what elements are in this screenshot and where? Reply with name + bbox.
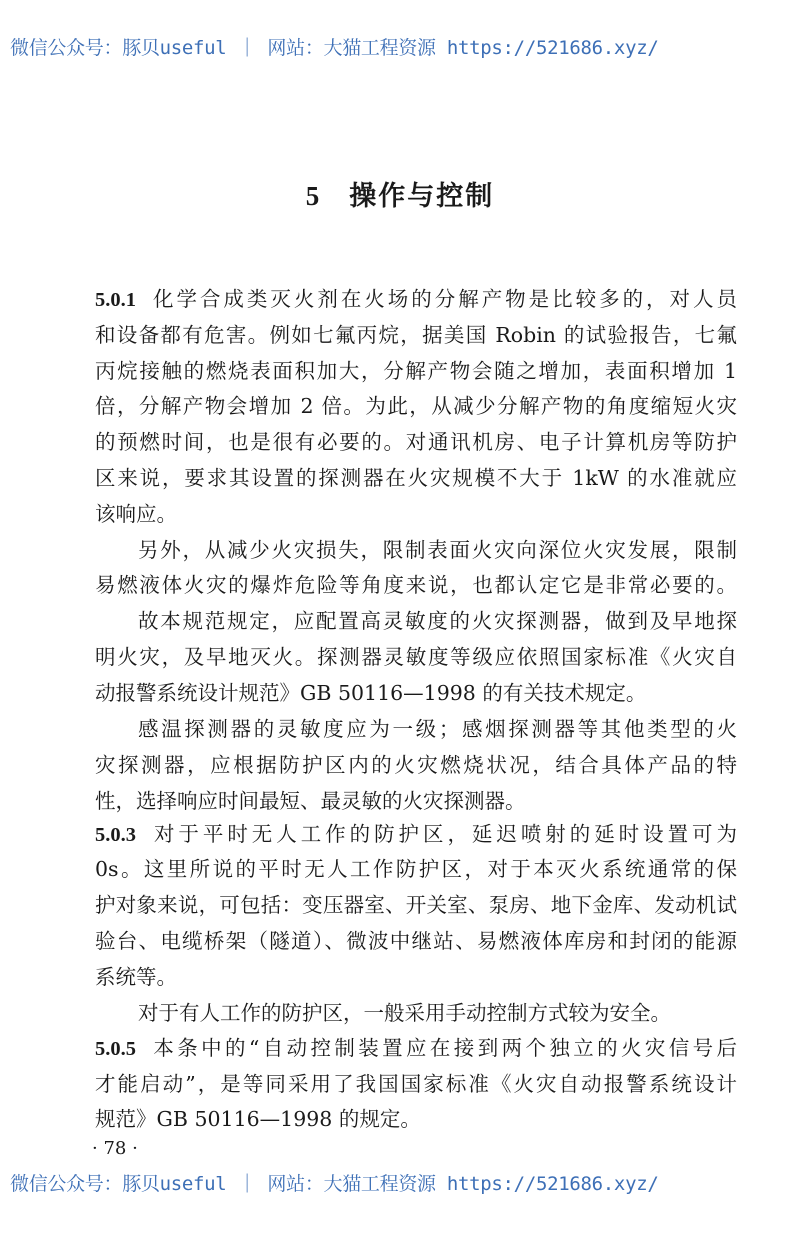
text-line — [95, 751, 737, 779]
text-line — [95, 963, 737, 991]
watermark-top: 微信公众号：豚贝useful ｜ 网站：大猫工程资源 https://521686.xyz/ — [10, 37, 659, 59]
line-text: 和设备都有危害。例如七氟丙烷，据美国 Robin 的试验报告，七氟 — [95, 323, 737, 347]
line-text: 另外，从减少火灾损失，限制表面火灾向深位火灾发展，限制 — [138, 538, 737, 562]
line-text: 该响应。 — [95, 502, 177, 526]
text-line — [95, 855, 737, 883]
line-text: 验台、电缆桥架（隧道）、微波中继站、易燃液体库房和封闭的能源 — [95, 929, 737, 953]
text-line — [95, 1070, 737, 1098]
line-text: 故本规范规定，应配置高灵敏度的火灾探测器，做到及早地探 — [138, 609, 737, 633]
text-line — [95, 820, 737, 849]
text-line — [95, 787, 737, 815]
text-line — [138, 536, 737, 564]
text-line — [95, 927, 737, 955]
line-text: 规范》GB 50116—1998 的规定。 — [95, 1107, 421, 1131]
text-line — [95, 891, 737, 919]
line-text: 易燃液体火灾的爆炸危险等角度来说，也都认定它是非常必要的。 — [95, 573, 737, 597]
line-text: 对于有人工作的防护区，一般采用手动控制方式较为安全。 — [138, 1001, 671, 1025]
text-line — [95, 285, 737, 314]
text-line — [95, 357, 737, 385]
line-text: 化学合成类灭火剂在火场的分解产物是比较多的，对人员 — [150, 287, 737, 311]
chapter-number: 5 — [305, 181, 322, 211]
line-text: 0s。这里所说的平时无人工作防护区，对于本灭火系统通常的保 — [95, 857, 737, 881]
section-number: 5.0.3 — [95, 824, 136, 846]
text-line — [95, 571, 737, 599]
text-line — [95, 392, 737, 420]
text-line — [95, 428, 737, 456]
watermark-bottom: 微信公众号：豚贝useful ｜ 网站：大猫工程资源 https://521686.xyz/ — [10, 1173, 659, 1195]
text-line — [138, 715, 737, 743]
line-text: 丙烷接触的燃烧表面积加大，分解产物会随之增加，表面积增加 1 — [95, 359, 737, 383]
line-text: 对于平时无人工作的防护区，延迟喷射的延时设置可为 — [150, 822, 737, 846]
text-line — [95, 1034, 737, 1063]
section-number: 5.0.1 — [95, 289, 136, 311]
text-line — [95, 500, 737, 528]
text-line — [95, 679, 737, 707]
line-text: 区来说，要求其设置的探测器在火灾规模不大于 1kW 的水准就应 — [95, 466, 737, 490]
text-line — [95, 321, 737, 349]
text-line — [95, 643, 737, 671]
chapter-title — [0, 174, 800, 213]
section-number: 5.0.5 — [95, 1038, 136, 1060]
line-text: 灾探测器，应根据防护区内的火灾燃烧状况，结合具体产品的特 — [95, 753, 737, 777]
line-text: 动报警系统设计规范》GB 50116—1998 的有关技术规定。 — [95, 681, 647, 705]
text-line — [138, 607, 737, 635]
line-text: 明火灾，及早地灭火。探测器灵敏度等级应依照国家标准《火灾自 — [95, 645, 737, 669]
line-text: 倍，分解产物会增加 2 倍。为此，从减少分解产物的角度缩短火灾 — [95, 394, 737, 418]
line-text: 本条中的“自动控制装置应在接到两个独立的火灾信号后 — [150, 1036, 737, 1060]
line-text: 系统等。 — [95, 965, 177, 989]
page-number: · 78 · — [92, 1138, 138, 1159]
line-text: 的预燃时间，也是很有必要的。对通讯机房、电子计算机房等防护 — [95, 430, 737, 454]
text-line — [95, 1105, 737, 1133]
chapter-title-text: 操作与控制 — [349, 181, 495, 212]
line-text: 性，选择响应时间最短、最灵敏的火灾探测器。 — [95, 789, 526, 813]
text-line — [95, 464, 737, 492]
line-text: 感温探测器的灵敏度应为一级；感烟探测器等其他类型的火 — [138, 717, 737, 741]
line-text: 护对象来说，可包括：变压器室、开关室、泵房、地下金库、发动机试 — [95, 893, 737, 917]
text-line — [138, 999, 737, 1027]
line-text: 才能启动”，是等同采用了我国国家标准《火灾自动报警系统设计 — [95, 1072, 737, 1096]
